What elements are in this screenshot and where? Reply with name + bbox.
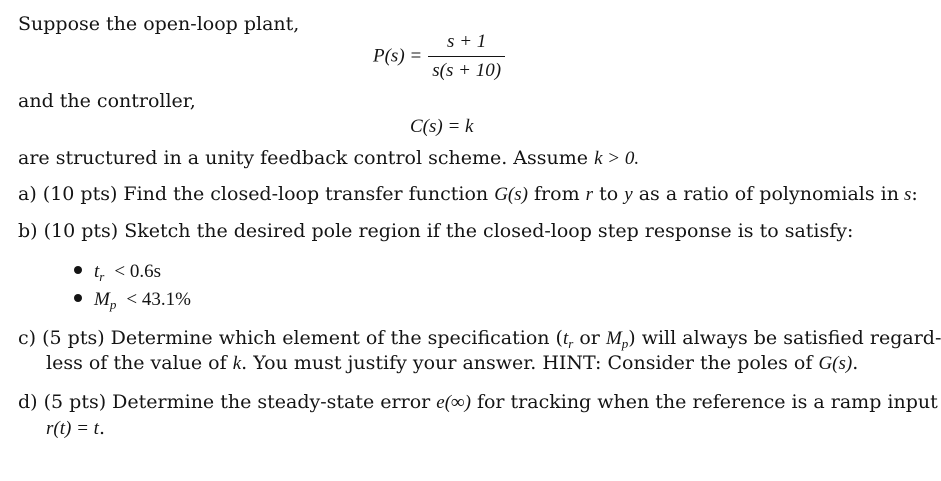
part-d-line-2	[46, 416, 105, 441]
part-c-text-2c: .	[852, 352, 859, 374]
part-a-math-y: y	[624, 184, 633, 205]
part-c-math-m: M	[605, 328, 622, 349]
bullet-2-rest: < 43.1%	[126, 289, 191, 310]
intro-text: Suppose the open-loop plant,	[18, 13, 300, 35]
plant-fraction	[428, 30, 505, 83]
part-d-line-1	[18, 390, 938, 415]
part-c-sub-r: r	[568, 336, 574, 351]
part-d-math-e: e(∞)	[436, 392, 471, 413]
part-c-line-2	[46, 351, 858, 376]
part-a-text-2: from	[534, 183, 580, 205]
part-c-text-2b: . You must justify your answer. HINT: Consider the poles of	[241, 352, 813, 374]
part-a-math-g: G(s)	[494, 184, 528, 205]
part-d-text-2b: .	[98, 417, 105, 439]
part-d-math-r: r(t) = t	[46, 418, 99, 439]
plant-numerator: s + 1	[428, 30, 505, 57]
part-c-text-1c: ) will always be satisfied regard-	[628, 327, 941, 349]
controller-intro: and the controller,	[18, 90, 196, 112]
part-d-text-1b: for tracking when the reference is a ramp input	[476, 391, 938, 413]
controller-equation: C(s) = k	[410, 116, 474, 137]
part-c-sub-p: p	[621, 336, 629, 351]
structure-math: k > 0.	[594, 148, 640, 169]
part-a	[18, 182, 918, 207]
bullet-1-symbol: t	[94, 261, 100, 282]
structure-statement	[18, 146, 639, 171]
bullet-rise-time	[74, 259, 161, 284]
part-c-text-1b: or	[579, 327, 600, 349]
part-c-text-2a: less of the value of	[46, 352, 227, 374]
structure-text: are structured in a unity feedback control scheme. Assume	[18, 147, 589, 169]
bullet-icon	[74, 294, 82, 302]
part-a-text-5: :	[911, 183, 918, 205]
bullet-overshoot	[74, 287, 191, 312]
bullet-2-symbol: M	[94, 289, 110, 310]
part-c-line-1	[18, 326, 941, 351]
bullet-2-subscript: p	[109, 297, 117, 312]
bullet-1-rest: < 0.6s	[114, 261, 161, 282]
plant-lhs: P(s) =	[373, 45, 423, 67]
part-c-text-1a: (5 pts) Determine which element of the specification (	[42, 327, 563, 349]
part-a-math-s: s	[904, 184, 912, 205]
part-a-text-3: to	[599, 183, 619, 205]
bullet-1-subscript: r	[99, 269, 105, 284]
part-b-label: b)	[18, 220, 38, 242]
part-b-text: (10 pts) Sketch the desired pole region if the closed-loop step response is to satisfy:	[43, 220, 854, 242]
part-c-math-t: t	[562, 328, 569, 349]
part-c-label: c)	[18, 327, 37, 349]
part-a-math-r: r	[585, 184, 594, 205]
part-a-text-1: (10 pts) Find the closed-loop transfer function	[42, 183, 489, 205]
part-d-text-1a: (5 pts) Determine the steady-state error	[43, 391, 431, 413]
part-b	[18, 219, 853, 243]
plant-denominator: s(s + 10)	[432, 60, 502, 81]
bullet-icon	[74, 266, 82, 274]
part-c-math-g: G(s)	[818, 353, 853, 374]
part-d-label: d)	[18, 391, 38, 413]
plant-equation	[373, 30, 505, 83]
part-c-math-k: k	[232, 353, 242, 374]
part-a-label: a)	[18, 183, 37, 205]
part-a-text-4: as a ratio of polynomials in	[638, 183, 899, 205]
